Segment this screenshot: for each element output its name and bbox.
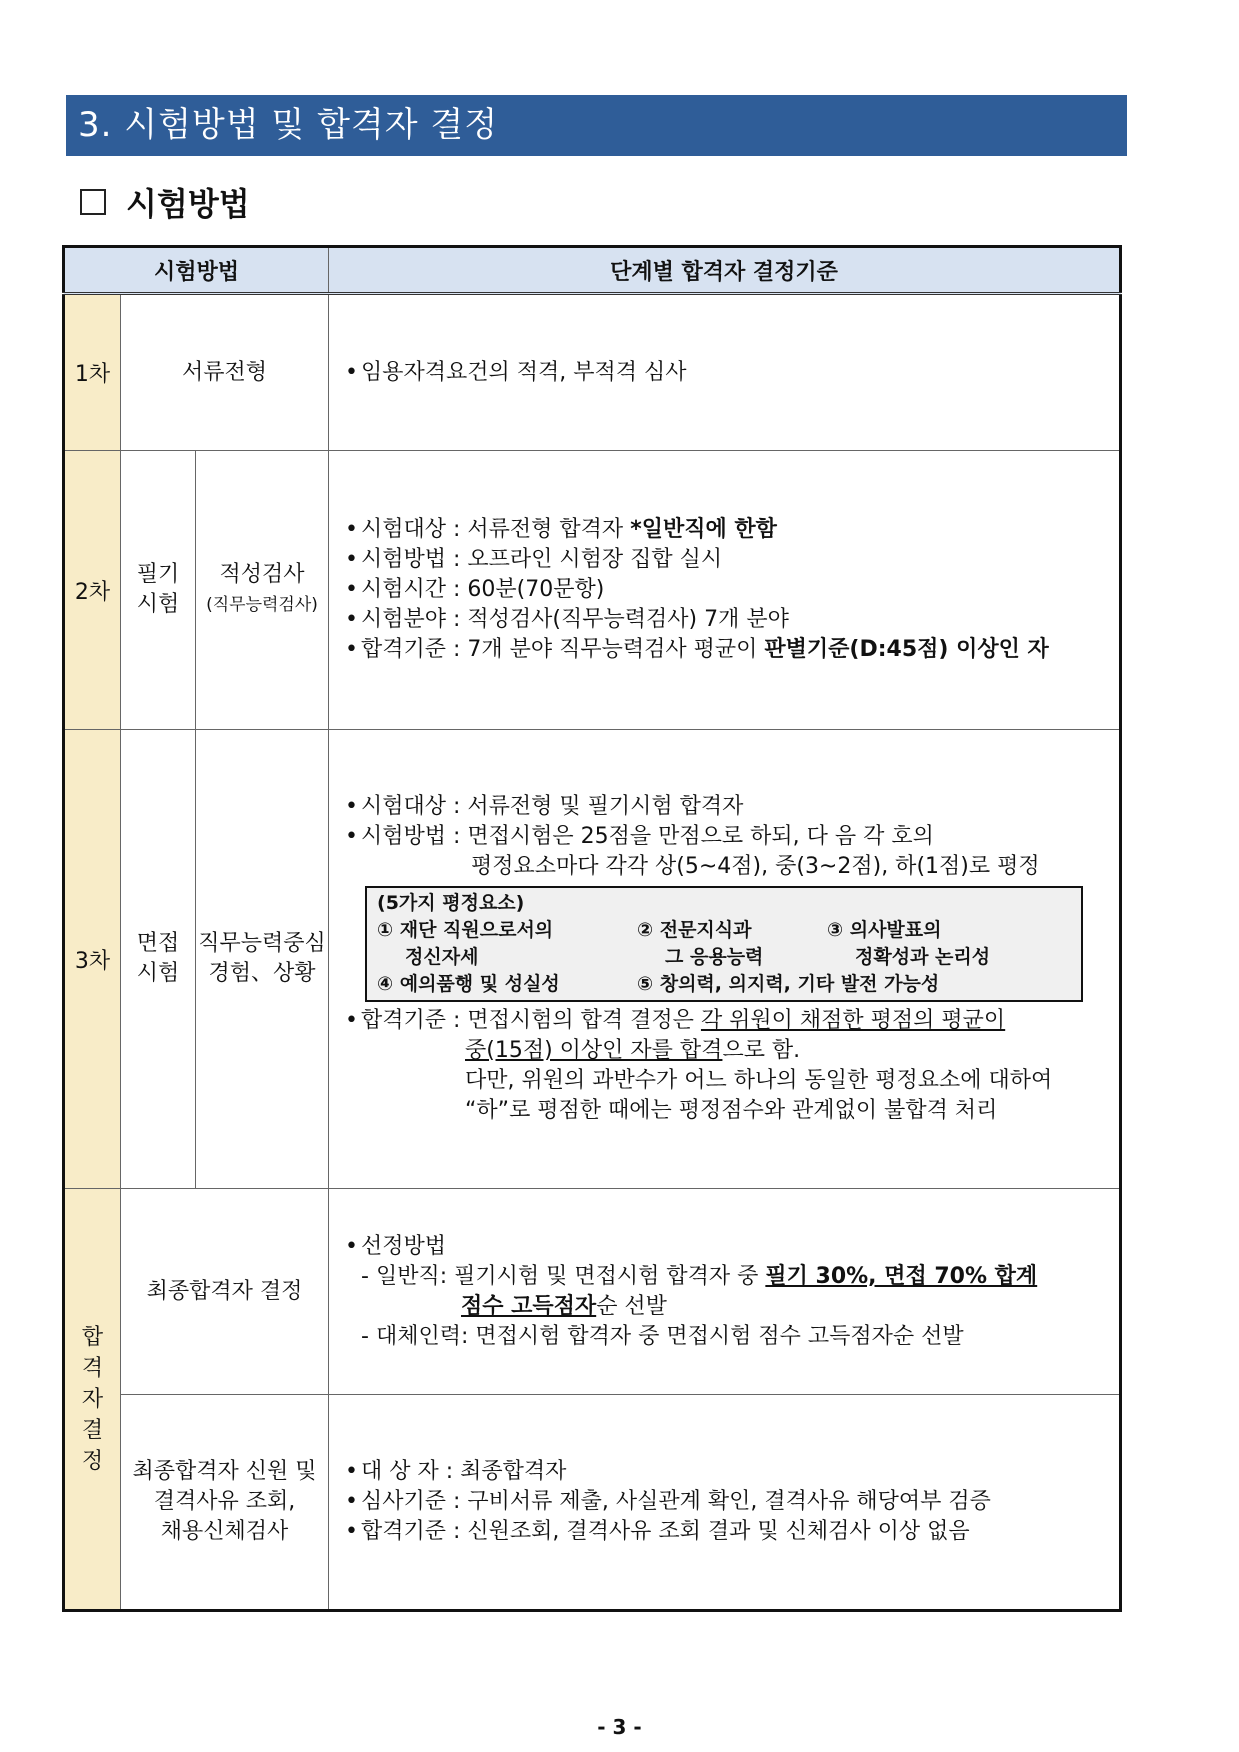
stage3-item3-underline: 각 위원이 채점한 평점의 평균이 [700,1008,1006,1033]
stage2-type-line2: 시험 [136,592,180,617]
stage3-item3-underline2: 중(15점) 이상인 자를 합격 [465,1038,723,1063]
final-decision-criteria: • 선정방법 - 일반직: 필기시험 및 면접시험 합격자 중 필기 30%, 면접 70% 합계 점수 고득점자순 선발 - 대체인력: 면접시험 합격자 중 면접시험 점수 고득점자순 선발 [329,1189,1121,1395]
final-label-char: 결 [81,1417,104,1443]
stage1-name: 서류전형 [121,294,329,451]
selection-general-bold2: 점수 고득점자 [461,1293,597,1319]
stage2-item2: 시험방법 : 오프라인 시험장 집합 실시 [361,547,723,572]
final-check-name [121,1395,329,1611]
final-label-char: 합 [81,1324,104,1350]
final-check-item2: 심사기준 : 구비서류 제출, 사실관계 확인, 결격사유 해당여부 검증 [361,1489,991,1514]
stage3-subject-line1: 직무능력중심 [198,931,326,956]
box-element-5: ⑤ 창의력, 의지력, 기타 발전 가능성 [637,973,940,995]
stage3-item3-note2: “하”로 평점한 때에는 평정점수와 관계없이 불합격 처리 [465,1098,998,1123]
stage2-item5-bold: 판별기준(D:45점) 이상인 자 [764,637,1049,662]
stage2-type-line1: 필기 [136,562,180,587]
stage3-subject-line2: 경험、상황 [208,961,316,986]
stage2-item4: 시험분야 : 적성검사(직무능력검사) 7개 분야 [361,607,789,632]
box-element-1: ① 재단 직원으로서의 [377,919,554,941]
table-row-final-check [64,1395,1121,1611]
header-criteria: 단계별 합격자 결정기준 [329,247,1121,294]
stage2-subject [196,451,329,730]
stage2-item3: 시험시간 : 60분(70문항) [361,577,605,602]
box-element-1-cont: 정신자세 [405,946,479,968]
stage1-criteria: • 임용자격요건의 적격, 부적격 심사 [329,294,1121,451]
stage1-label: 1차 [64,294,121,451]
box-element-4: ④ 예의품행 및 성실성 [377,973,560,995]
section-title: 3. 시험방법 및 합격자 결정 [78,105,499,145]
stage3-item3-end: 으로 함. [722,1038,801,1063]
stage3-item3-note1: 다만, 위원의 과반수가 어느 하나의 동일한 평정요소에 대하여 [465,1068,1053,1093]
page-number: - 3 - [597,1715,642,1739]
table-row-stage3 [64,730,1121,1189]
box-element-2-cont: 그 응용능력 [665,946,764,968]
stage2-subject-note: (직무능력검사) [206,595,318,615]
selection-substitute: - 대체인력: 면접시험 합격자 중 면접시험 점수 고득점자순 선발 [361,1323,964,1349]
stage3-subject [196,730,329,1189]
final-check-item1: 대 상 자 : 최종합격자 [361,1459,567,1484]
stage2-item1-bold: *일반직에 한함 [630,517,777,542]
box-element-3: ③ 의사발표의 [827,919,942,941]
table-row-stage1 [64,294,1121,451]
stage2-subject-name: 적성검사 [219,562,305,587]
evaluation-elements-box [365,886,1083,1002]
final-check-criteria: • 대 상 자 : 최종합격자 • 심사기준 : 구비서류 제출, 사실관계 확인, 결격사유 해당여부 검증 • 합격기준 : 신원조회, 결격사유 조회 결과 및 신체검사 이상 없음 [329,1395,1121,1611]
table-row-stage2 [64,451,1121,730]
final-decision-name: 최종합격자 결정 [121,1189,329,1395]
box-element-3-cont: 정확성과 논리성 [855,946,991,968]
box-element-2: ② 전문지식과 [637,919,752,941]
stage1-item: 임용자격요건의 적격, 부적격 심사 [361,359,687,385]
stage2-criteria: • 시험대상 : 서류전형 합격자 *일반직에 한함 • 시험방법 : 오프라인 시험장 집합 실시 • 시험시간 : 60분(70문항) • 시험분야 : 적성검사(직무능력검사) 7개 분야 • 합격기준 : 7개 분야 직무능력검사 평균이 판별기준(D:45점) 이상인 자 [329,451,1121,730]
section-title-banner [66,95,1127,156]
selection-general: - 일반직: 필기시험 및 면접시험 합격자 중 [361,1263,766,1289]
stage3-type-line2: 시험 [136,961,180,986]
stage3-item2: 시험방법 : 면접시험은 25점을 만점으로 하되, 다 음 각 호의 [361,824,934,849]
header-method: 시험방법 [64,247,329,294]
final-check-item3: 합격기준 : 신원조회, 결격사유 조회 결과 및 신체검사 이상 없음 [361,1519,970,1544]
checkbox-icon [80,189,106,215]
stage2-item1: 시험대상 : 서류전형 합격자 [361,517,631,542]
final-label-char: 자 [81,1386,104,1412]
stage2-item5: 합격기준 : 7개 분야 직무능력검사 평균이 [361,637,765,662]
stage3-type [121,730,196,1189]
stage3-label: 3차 [64,730,121,1189]
final-check-name-line3: 채용신체검사 [160,1519,289,1544]
subsection-heading [80,180,250,224]
stage3-type-line1: 면접 [136,931,180,956]
stage3-item3: 합격기준 : 면접시험의 합격 결정은 [361,1008,701,1033]
final-check-name-line2: 결격사유 조회, [153,1489,296,1514]
subsection-title: 시험방법 [126,185,250,223]
stage3-item2-cont: 평정요소마다 각각 상(5~4점), 중(3~2점), 하(1점)로 평정 [471,854,1040,879]
stage2-type [121,451,196,730]
selection-general-end: 순 선발 [596,1293,667,1319]
final-label-char: 정 [81,1448,104,1474]
stage3-criteria: • 시험대상 : 서류전형 및 필기시험 합격자 • 시험방법 : 면접시험은 25점을 만점으로 하되, 다 음 각 호의 평정요소마다 각각 상(5~4점), 중(3~2점), 하(1점)로 평정 (5가지 평정요소) ① 재단 직원으로서의 ② 전문지식과 ③ 의사발표의 정신자세 그 응용능력 정확성과 논리성 ④ 예의품행 및 성실성 ⑤ 창의력, 의지력, 기타 발전 가능성 • 합격기준 : 면접시험의 합격 결정은 각 위원이 채점한 평점의 평균이 중(15점) 이상인 자를 합격으로 함. 다만, 위원의 과반수가 어느 하나의 동일한 평정요소에 대하여 “하”로 평점한 때에는 평정점수와 관계없이 불합격 처리 [329,730,1121,1189]
selection-general-bold: 필기 30%, 면접 70% 합계 [765,1263,1038,1289]
table-header-row [64,247,1121,294]
exam-method-table [62,245,1122,1612]
stage3-item1: 시험대상 : 서류전형 및 필기시험 합격자 [361,794,744,819]
stage2-label: 2차 [64,451,121,730]
final-stage-label [64,1189,121,1611]
table-row-final-decision [64,1189,1121,1395]
final-label-char: 격 [81,1355,104,1381]
final-check-name-line1: 최종합격자 신원 및 [132,1459,317,1484]
box-title: (5가지 평정요소) [377,892,525,914]
selection-method-title: 선정방법 [361,1233,447,1259]
